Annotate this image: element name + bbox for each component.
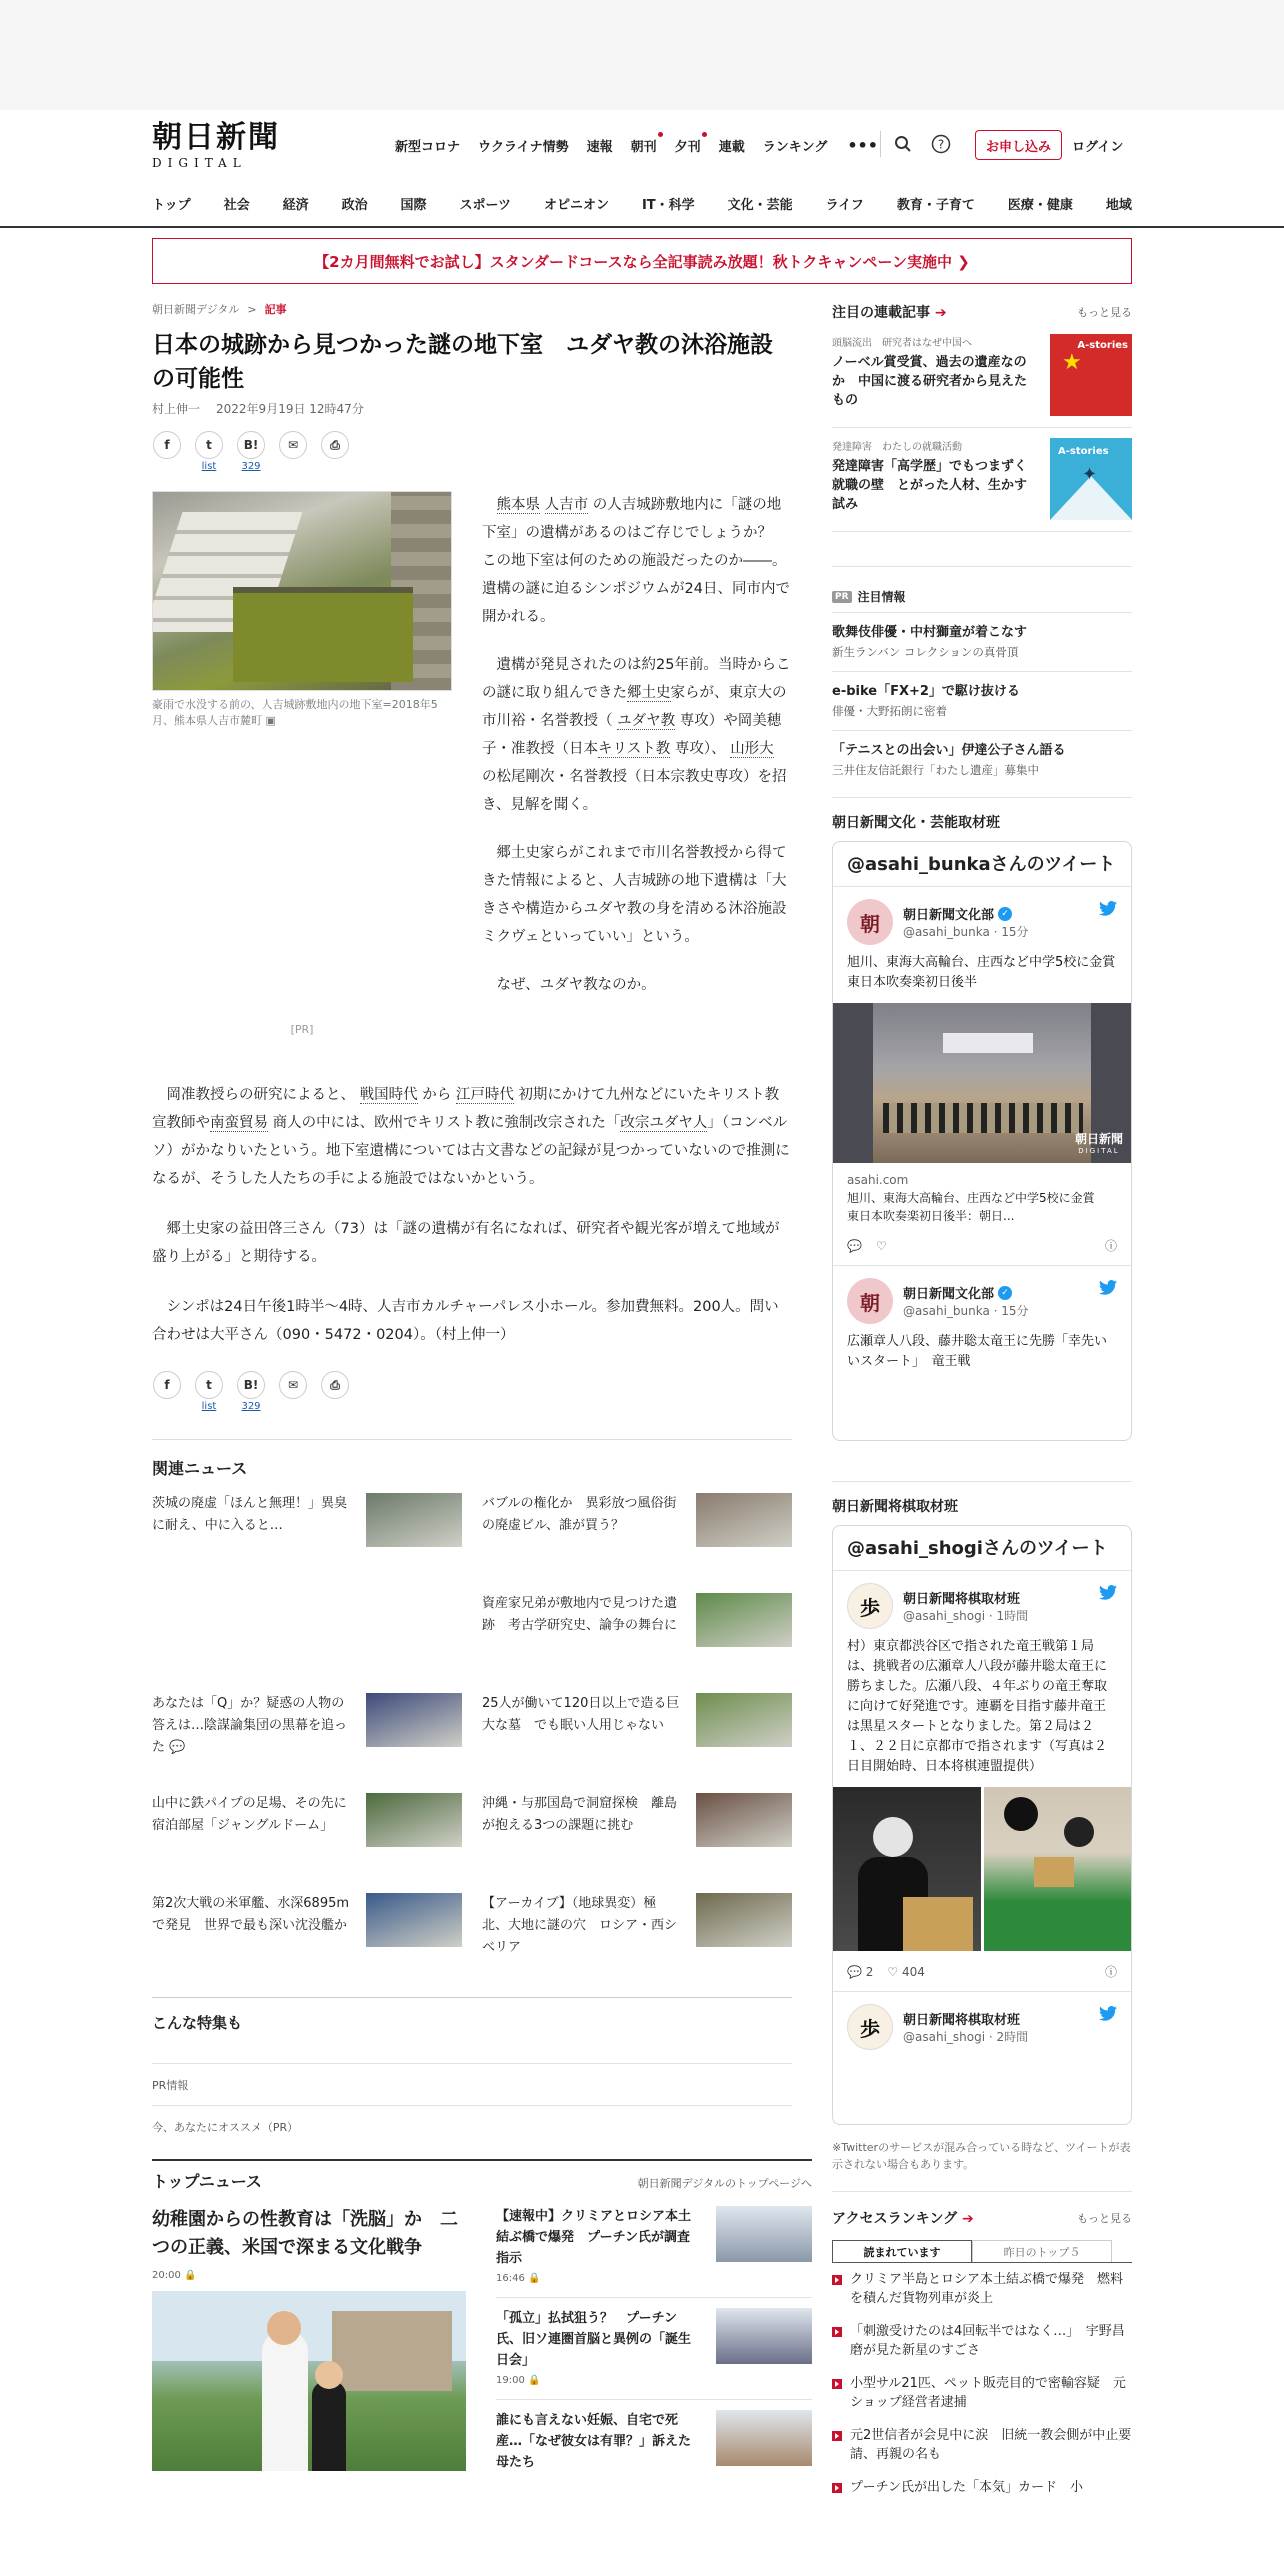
ranking-heading[interactable] xyxy=(832,2208,974,2228)
text: 岡准教授らの研究によると、 xyxy=(166,1087,355,1103)
sidebar xyxy=(832,300,1132,2504)
related-title xyxy=(152,1693,352,1771)
ranking-section xyxy=(832,2191,1132,2504)
author-name: 朝日新聞将棋取材班 xyxy=(903,1592,1021,1607)
ranking-title: 「刺激受けたのは4回転半ではなく…」 宇野昌磨が見た新星のすごさ xyxy=(850,2324,1125,2358)
related-title: 第2次大戦の米軍艦、水深6895mで発見 世界で最も深い沈没艦か xyxy=(152,1896,350,1933)
related-item[interactable] xyxy=(482,1493,792,1571)
tweet-text: 旭川、東海大高輪台、庄西など中学5校に金賞 東日本吹奏楽初日後半 xyxy=(847,955,1129,990)
time: 19:00 xyxy=(496,2375,525,2386)
nav-evening[interactable] xyxy=(675,136,701,155)
keyword-link[interactable]: 郷土史 xyxy=(627,685,671,701)
featured-info-heading xyxy=(832,566,1132,612)
pr-info-row: PR情報 xyxy=(152,2063,792,2105)
nav-ranking[interactable]: ランキング xyxy=(762,140,828,155)
top-news-thumbnail xyxy=(716,2410,812,2466)
article-column xyxy=(152,300,812,2506)
related-thumbnail xyxy=(696,1893,792,1947)
ranking-item[interactable] xyxy=(832,2263,1132,2315)
top-news-main[interactable] xyxy=(152,2206,466,2471)
author-name: 朝日新聞文化部 xyxy=(903,1287,995,1302)
hatena-count[interactable]: 329 xyxy=(241,461,261,472)
culture-team-heading: 朝日新聞文化・芸能取材班 xyxy=(832,797,1132,841)
text: 家らが、東京大の市川裕・名誉教授（ xyxy=(482,685,787,729)
lock-icon: 🔒 xyxy=(184,2270,197,2281)
search-icon[interactable] xyxy=(889,130,917,158)
ranking-item[interactable] xyxy=(832,2315,1132,2367)
notice-item[interactable] xyxy=(832,671,1132,730)
tweet[interactable] xyxy=(833,1571,1131,1992)
ranking-item[interactable] xyxy=(832,2471,1132,2504)
tweet[interactable] xyxy=(833,887,1131,1266)
paragraph-4: なぜ、ユダヤ教なのか。 xyxy=(496,977,656,993)
reply-button[interactable] xyxy=(847,1965,873,1979)
top-news-main-photo xyxy=(152,2291,466,2471)
related-title-text: あなたは「Q」か？疑惑の人物の答えは…陰謀論集団の黒幕を追った xyxy=(152,1696,348,1755)
top-news-item[interactable] xyxy=(496,2308,812,2400)
serial-thumbnail-climb xyxy=(1050,438,1132,520)
related-thumbnail xyxy=(696,1493,792,1547)
reply-icon[interactable]: 💬 xyxy=(847,1239,862,1253)
notice-item[interactable] xyxy=(832,730,1132,789)
notice-title: 歌舞伎俳優・中村獅童が着こなす xyxy=(832,625,1028,640)
paragraph-6: 郷土史家の益田啓三さん（73）は「謎の遺構が有名になれば、研究者や観光客が増えて地域が盛り上がる」と期待する。 xyxy=(152,1221,780,1265)
a-stories-logo: A-stories xyxy=(1058,446,1109,457)
header-icons xyxy=(880,130,965,158)
hatena-bookmark-icon[interactable]: B! xyxy=(237,1371,265,1399)
nav-breaking[interactable]: 速報 xyxy=(586,140,613,155)
link-card[interactable] xyxy=(847,1163,1117,1225)
ranking-heading-text: アクセスランキング xyxy=(832,2211,958,2227)
nav-ukraine[interactable]: ウクライナ情勢 xyxy=(478,140,569,155)
keyword-link[interactable]: 改宗ユダヤ人 xyxy=(620,1115,708,1131)
article-title: 日本の城跡から見つかった謎の地下室 ユダヤ教の沐浴施設の可能性 xyxy=(152,332,773,392)
cat-opinion[interactable]: オピニオン xyxy=(543,198,609,213)
tweet-handle[interactable]: @asahi_shogi · 1時間 xyxy=(903,1609,1029,1623)
lock-icon: 🔒 xyxy=(528,2273,541,2284)
author: 村上伸一 xyxy=(152,402,201,416)
author-name: 朝日新聞将棋取材班 xyxy=(903,2013,1021,2028)
related-item[interactable] xyxy=(482,1593,792,1671)
related-thumbnail xyxy=(366,1893,462,1947)
nav-evening-label: 夕刊 xyxy=(674,140,701,155)
top-news-heading: トップニュース xyxy=(152,2172,262,2191)
cat-region[interactable]: 地域 xyxy=(1105,198,1132,213)
climber-icon: ✦ xyxy=(1082,464,1098,485)
twitter-timeline-culture[interactable] xyxy=(832,841,1132,1441)
breadcrumb-home[interactable]: 朝日新聞デジタル xyxy=(152,303,240,316)
avatar[interactable]: 歩 xyxy=(847,2004,893,2050)
svg-text:?: ? xyxy=(937,137,945,152)
print-icon[interactable]: ⎙ xyxy=(321,431,349,459)
notice-sub: 俳優・大野拓朗に密着 xyxy=(832,704,947,718)
tweet-text: 広瀬章人八段、藤井聡太竜王に先勝「幸先いいスタート」 竜王戦 xyxy=(847,1334,1108,1369)
related-title: 茨城の廃虚「ほんと無理！」異臭に耐え、中に入ると… xyxy=(152,1496,348,1533)
tweet-author[interactable] xyxy=(903,904,1029,923)
info-icon[interactable]: ⓘ xyxy=(1104,1239,1117,1253)
keyword-link[interactable]: 南蛮貿易 xyxy=(210,1115,268,1131)
related-item[interactable] xyxy=(152,1693,462,1771)
keyword-link[interactable]: 山形大 xyxy=(730,741,774,757)
tab-most-read[interactable]: 読まれています xyxy=(832,2240,972,2262)
bullet-icon xyxy=(832,2275,842,2285)
twitter-share-icon[interactable]: t xyxy=(195,1371,223,1399)
publish-date: 2022年9月19日 12時47分 xyxy=(216,402,364,416)
text: 専攻）、 xyxy=(674,741,726,757)
pr-badge: PR xyxy=(832,591,852,603)
text: 」（コンベルソ）がかなりいたという。地下室遺構については古文書などの記録が見つかっていないので推測になるが、そうした人たちの手による施設ではないかという。 xyxy=(152,1115,790,1187)
serial-item[interactable] xyxy=(832,428,1132,532)
featured-info-label: 注目情報 xyxy=(857,590,906,604)
mail-share-icon[interactable]: ✉ xyxy=(279,431,307,459)
ranking-item[interactable] xyxy=(832,2367,1132,2419)
cat-education[interactable]: 教育・子育て xyxy=(896,198,975,213)
top-page-link[interactable]: 朝日新聞デジタルのトップページへ xyxy=(637,2177,812,2190)
top-news-title: 「孤立」払拭狙う？ プーチン氏、旧ソ連圏首脳と異例の「誕生日会」 xyxy=(496,2311,692,2368)
share-bar-bottom xyxy=(152,1371,792,1417)
ranking-item[interactable] xyxy=(832,2419,1132,2471)
tweet[interactable] xyxy=(833,1266,1131,1380)
notice-sub: 三井住友信託銀行「わたし遺産」募集中 xyxy=(832,763,1039,777)
arrow-right-icon: ➔ xyxy=(934,305,947,321)
paragraph-7: シンポは24日午後1時半～4時、人吉市カルチャーパレス小ホール。参加費無料。200人。問い合わせは大平さん（090・5472・0204）。（村上伸一） xyxy=(152,1299,779,1343)
gallery-icon[interactable]: ▣ xyxy=(265,714,276,727)
tweet-handle[interactable]: @asahi_shogi · 2時間 xyxy=(903,2030,1029,2044)
breadcrumb-separator: > xyxy=(247,302,257,316)
keyword-link[interactable]: ユダヤ教 xyxy=(617,713,676,729)
text: 専攻）や岡美穂子・准教授（日本 xyxy=(482,713,782,757)
reply-count: 2 xyxy=(865,1965,874,1979)
cat-top[interactable]: トップ xyxy=(152,198,191,213)
nav-morning-label: 朝刊 xyxy=(630,140,657,155)
time: 20:00 xyxy=(152,2270,181,2281)
top-news-list xyxy=(496,2206,812,2512)
text: 初期にかけて九州などにいたキリスト教宣教師や xyxy=(152,1087,780,1131)
byline xyxy=(152,400,792,417)
subscribe-button[interactable]: お申し込み xyxy=(975,130,1062,160)
campaign-banner[interactable]: 【2カ月間無料でお試し】スタンダードコースなら全記事読み放題！秋トクキャンペーン実施中 ❯ xyxy=(152,238,1132,284)
cat-politics[interactable]: 政治 xyxy=(341,198,368,213)
serial-title: 発達障害「高学歴」でもつまずく就職の壁 とがった人材、生かす試み xyxy=(832,459,1028,512)
tweet-actions xyxy=(847,1961,1117,1983)
serials-heading-text: 注目の連載記事 xyxy=(832,305,930,321)
mail-share-icon[interactable]: ✉ xyxy=(279,1371,307,1399)
avatar[interactable]: 歩 xyxy=(847,1583,893,1629)
text: の人吉城跡敷地内に「謎の地下室」の遺構があるのはご存じでしょうか？ この地下室は何のための施設だったのか――。遺構の謎に迫るシンポジウムが24日、同市内で開かれる。 xyxy=(482,497,790,625)
share-bar xyxy=(152,431,792,477)
top-news-item[interactable] xyxy=(496,2410,812,2502)
keyword-link[interactable]: 人吉市 xyxy=(544,497,589,513)
breadcrumb-current: 記事 xyxy=(264,303,287,316)
top-news-thumbnail xyxy=(716,2206,812,2262)
related-thumbnail xyxy=(366,1793,462,1847)
facebook-share-icon[interactable]: f xyxy=(153,1371,181,1399)
text: 商人の中には、欧州でキリスト教に強制改宗された「 xyxy=(272,1115,621,1131)
serials-heading[interactable] xyxy=(832,302,947,322)
top-news-main-title: 幼稚園からの性教育は「洗脳」か 二つの正義、米国で深まる文化戦争 xyxy=(152,2209,458,2258)
new-dot xyxy=(658,132,663,137)
cat-it-science[interactable]: IT・科学 xyxy=(641,198,695,213)
timeline-title[interactable]: @asahi_shogiさんのツイート xyxy=(833,1526,1131,1571)
keyword-link[interactable]: 熊本県 xyxy=(496,497,540,513)
serials-more-link[interactable]: もっと見る xyxy=(1077,306,1132,319)
cat-sports[interactable]: スポーツ xyxy=(459,198,512,213)
related-title: 25人が働いて120日以上で造る巨大な墓 でも眠い人用じゃない xyxy=(482,1696,680,1733)
ranking-more-link[interactable]: もっと見る xyxy=(1077,2212,1132,2225)
features-heading: こんな特集も xyxy=(152,1997,792,2063)
serial-title: ノーベル賞受賞、過去の遺産なのか 中国に渡る研究者から見えたもの xyxy=(832,355,1028,408)
logo-sub: DIGITAL xyxy=(152,156,247,170)
paragraph-1 xyxy=(482,491,792,631)
like-icon: ♡ xyxy=(887,1965,899,1979)
related-thumbnail xyxy=(366,1693,462,1747)
twitter-bird-icon[interactable] xyxy=(1099,2006,1117,2025)
divider xyxy=(880,131,881,157)
like-button[interactable] xyxy=(887,1965,925,1979)
timeline-title[interactable]: @asahi_bunkaさんのツイート xyxy=(833,842,1131,887)
top-news-item[interactable] xyxy=(496,2206,812,2298)
article-lead xyxy=(152,491,792,1081)
avatar[interactable]: 朝 xyxy=(847,1278,893,1324)
paragraph-2 xyxy=(482,651,792,819)
verified-icon: ✓ xyxy=(998,907,1012,921)
twitter-bird-icon[interactable] xyxy=(1099,1585,1117,1604)
more-menu-button[interactable]: ••• xyxy=(847,136,879,155)
nav-morning[interactable] xyxy=(631,136,657,155)
lock-icon: 🔒 xyxy=(528,2375,541,2386)
text: 遺構が発見されたのは約25年前。当時からこの謎に取り組んできた xyxy=(482,657,791,701)
text: の松尾剛次・名誉教授（日本宗教史専攻）を招き、見解を聞く。 xyxy=(482,769,787,813)
photo-caption-text: 豪雨で水没する前の、人吉城跡敷地内の地下室=2018年5月、熊本県人吉市麓町 xyxy=(152,698,438,727)
category-nav xyxy=(152,194,1132,213)
ranking-tabs xyxy=(832,2240,1132,2263)
related-title: 【アーカイブ】（地球異変）極北、大地に謎の穴 ロシア・西シベリア xyxy=(482,1896,678,1955)
notice-sub: 新生ランバン コレクションの真骨頂 xyxy=(832,645,1019,659)
top-news xyxy=(152,2206,812,2506)
arrow-right-icon: ➔ xyxy=(962,2211,974,2227)
cat-life[interactable]: ライフ xyxy=(825,198,864,213)
a-stories-logo: A-stories xyxy=(1077,340,1128,351)
text: から xyxy=(422,1087,452,1103)
keyword-link[interactable]: 戦国時代 xyxy=(359,1087,418,1103)
reply-icon: 💬 xyxy=(847,1965,862,1979)
related-thumbnail xyxy=(366,1493,462,1547)
serial-category: 発達障害 わたしの就職活動 xyxy=(832,442,962,453)
cat-economy[interactable]: 経済 xyxy=(282,198,309,213)
pr-label: [PR] xyxy=(290,1023,314,1036)
related-item[interactable] xyxy=(482,1693,792,1771)
cat-society[interactable]: 社会 xyxy=(223,198,250,213)
cat-culture[interactable]: 文化・芸能 xyxy=(727,198,793,213)
twitter-timeline-shogi[interactable] xyxy=(832,1525,1132,2125)
verified-icon: ✓ xyxy=(998,1286,1012,1300)
top-news-title: 【速報中】クリミアとロシア本土結ぶ橋で爆発 プーチン氏が調査指示 xyxy=(496,2209,692,2266)
related-thumbnail xyxy=(696,1793,792,1847)
login-link[interactable]: ログイン xyxy=(1072,140,1124,155)
bullet-icon xyxy=(832,2379,842,2389)
watermark-main: 朝日新聞 xyxy=(1074,1132,1123,1146)
tweet[interactable] xyxy=(833,1992,1131,2058)
help-icon[interactable] xyxy=(927,130,955,158)
serial-category: 頭脳流出 研究者はなぜ中国へ xyxy=(832,338,972,349)
card-domain: asahi.com xyxy=(847,1173,909,1187)
related-thumbnail xyxy=(696,1693,792,1747)
serials-header xyxy=(832,300,1132,324)
new-dot xyxy=(702,132,707,137)
related-item[interactable] xyxy=(482,1793,792,1871)
tweet-author[interactable] xyxy=(903,1588,1028,1607)
related-item[interactable] xyxy=(482,1893,792,1971)
site-header xyxy=(0,110,1284,228)
keyword-link[interactable]: 江戸時代 xyxy=(455,1087,514,1103)
top-news-thumbnail xyxy=(716,2308,812,2364)
keyword-link[interactable]: キリスト教 xyxy=(598,741,671,757)
related-title: バブルの権化か 異彩放つ風俗街の廃虚ビル、誰が買う？ xyxy=(482,1496,677,1533)
tweet-author[interactable] xyxy=(903,1283,1029,1302)
breadcrumb xyxy=(152,300,792,318)
top-news-header xyxy=(152,2159,812,2192)
related-title: 沖縄・与那国島で洞窟探検 離島が抱える3つの課題に挑む xyxy=(482,1796,678,1833)
related-title: 山中に鉄パイプの足場、その先に宿泊部屋「ジャングルドーム」 xyxy=(152,1796,347,1833)
ranking-title: クリミア半島とロシア本土結ぶ橋で爆発 燃料を積んだ貨物列車が炎上 xyxy=(850,2272,1124,2306)
twitter-notice: ※Twitterのサービスが混み合っている時など、ツイートが表示されない場合もあります。 xyxy=(832,2141,1131,2171)
top-ad-area xyxy=(0,0,1284,110)
paragraph-3: 郷土史家らがこれまで市川名誉教授から得てきた情報によると、人吉城跡の地下遺構は「大きさや構造からユダヤ教の身を清める沐浴施設ミクヴェといっていい」という。 xyxy=(482,845,787,945)
related-news-heading: 関連ニュース xyxy=(152,1439,792,1479)
avatar[interactable]: 朝 xyxy=(847,899,893,945)
tweet-author[interactable] xyxy=(903,2009,1028,2028)
cat-health[interactable]: 医療・健康 xyxy=(1007,198,1073,213)
tweet-text: 村）東京都渋谷区で指された竜王戦第１局は、挑戦者の広瀬章人八段が藤井聡太竜王に勝ちました。広瀬八段、４年ぶりの竜王奪取に向けて好発進です。連覇を目指す藤井竜王は黒星スタートとなりました。第２局は２１、２２日に京都市で指されます（写真は２日目開始時、日本将棋連盟提供） xyxy=(847,1639,1108,1774)
bullet-icon xyxy=(832,2483,842,2493)
tweet-handle[interactable]: @asahi_bunka · 15分 xyxy=(903,925,1029,939)
nav-serial[interactable]: 連載 xyxy=(718,140,745,155)
share-list-link[interactable]: list xyxy=(201,1401,217,1412)
bullet-icon xyxy=(832,2431,842,2441)
tab-yesterday-top5[interactable]: 昨日のトップ５ xyxy=(972,2240,1112,2262)
related-item[interactable] xyxy=(152,1893,462,1971)
article-body xyxy=(152,1081,792,1349)
ranking-title: プーチン氏が出した「本気」カード 小 xyxy=(850,2480,1083,2495)
star-icon: ★ xyxy=(1062,350,1082,375)
time: 16:46 xyxy=(496,2273,525,2284)
photo-caption xyxy=(152,697,452,729)
watermark-sub: DIGITAL xyxy=(1078,1147,1120,1155)
notice-title: e-bike「FX+2」で駆け抜ける xyxy=(832,684,1020,699)
nav-corona[interactable]: 新型コロナ xyxy=(395,140,461,155)
related-title: 資産家兄弟が敷地内で見つけた遺跡 考古学研究史、論争の舞台に xyxy=(482,1596,678,1633)
serial-item[interactable] xyxy=(832,324,1132,428)
twitter-share-icon[interactable]: t xyxy=(195,431,223,459)
cat-international[interactable]: 国際 xyxy=(400,198,427,213)
ranking-title: 小型サル21匹、ペット販売目的で密輸容疑 元ショップ経営者逮捕 xyxy=(850,2376,1126,2410)
top-news-main-time xyxy=(152,2270,466,2281)
related-item[interactable] xyxy=(152,1793,462,1871)
card-text: 旭川、東海大高輪台、庄西など中学5校に金賞 東日本吹奏楽初日後半：朝日... xyxy=(847,1191,1107,1223)
shogi-team-heading: 朝日新聞将棋取材班 xyxy=(832,1481,1132,1525)
twitter-bird-icon[interactable] xyxy=(1099,1280,1117,1299)
related-thumbnail xyxy=(696,1593,792,1647)
tweet-photo-concert[interactable] xyxy=(833,1003,1131,1163)
ranking-header xyxy=(832,2206,1132,2230)
ranking-title: 元2世信者が会見中に涙 旧統一教会側が中止要請、再親の名も xyxy=(850,2428,1132,2462)
notice-title: 「テニスとの出会い」伊達公子さん語る xyxy=(832,743,1066,758)
top-nav xyxy=(395,136,878,155)
like-icon[interactable]: ♡ xyxy=(875,1239,887,1253)
share-list-link[interactable]: list xyxy=(201,461,217,472)
logo-main: 朝日新聞 xyxy=(152,120,280,155)
tweet-handle[interactable]: @asahi_bunka · 15分 xyxy=(903,1304,1029,1318)
like-count: 404 xyxy=(902,1965,925,1979)
top-news-title: 誰にも言えない妊娠、自宅で死産…「なぜ彼女は有罪？」訴えた母たち xyxy=(496,2413,692,2470)
recommend-row: 今、あなたにオススメ（PR） xyxy=(152,2105,792,2147)
related-item[interactable] xyxy=(152,1493,462,1571)
facebook-share-icon[interactable]: f xyxy=(153,431,181,459)
tweet-actions xyxy=(847,1235,1117,1257)
comment-icon: 💬 xyxy=(169,1740,186,1755)
article-photo[interactable] xyxy=(152,491,452,691)
tweet-photo-shogi[interactable] xyxy=(833,1787,1131,1951)
hatena-bookmark-icon[interactable]: B! xyxy=(237,431,265,459)
related-news-grid xyxy=(152,1493,792,1971)
bullet-icon xyxy=(832,2327,842,2337)
info-icon[interactable]: ⓘ xyxy=(1104,1965,1117,1979)
paragraph-5 xyxy=(152,1081,792,1193)
print-icon[interactable]: ⎙ xyxy=(321,1371,349,1399)
serial-thumbnail-china xyxy=(1050,334,1132,416)
twitter-bird-icon[interactable] xyxy=(1099,901,1117,920)
site-logo[interactable] xyxy=(152,120,282,170)
notice-item[interactable] xyxy=(832,612,1132,671)
top-news-time xyxy=(496,2375,696,2386)
article-body-right xyxy=(482,491,792,1019)
author-name: 朝日新聞文化部 xyxy=(903,908,995,923)
hatena-count[interactable]: 329 xyxy=(241,1401,261,1412)
top-news-time xyxy=(496,2273,696,2284)
